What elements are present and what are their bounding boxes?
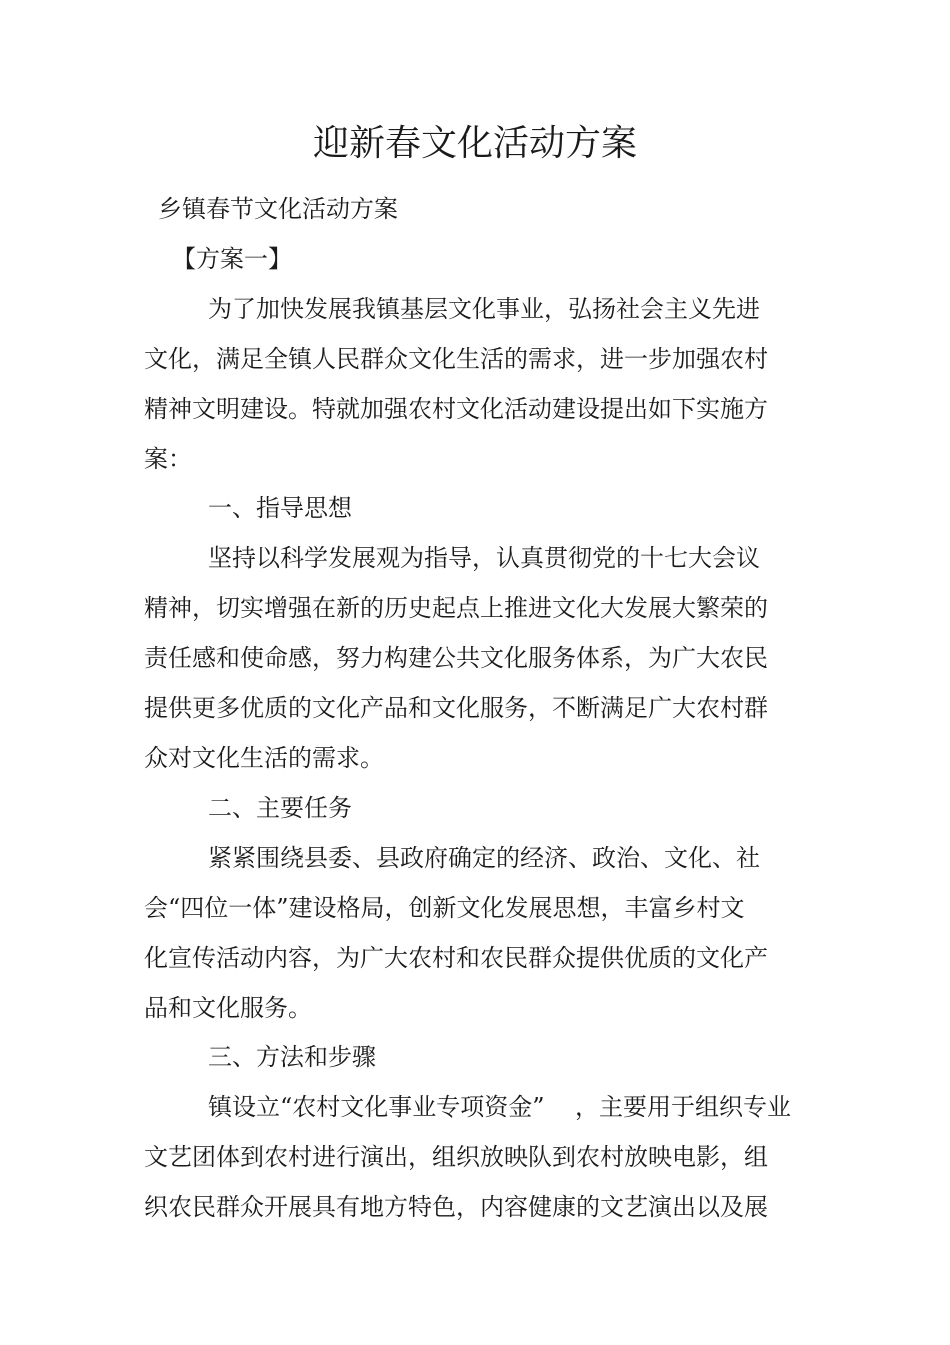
paragraph-line: 众对文化生活的需求。 [144, 744, 384, 772]
section-tag: 【方案一】 [172, 245, 292, 273]
paragraph-line: 坚持以科学发展观为指导，认真贯彻党的十七大会议 [208, 544, 760, 572]
document-title: 迎新春文化活动方案 [312, 123, 637, 164]
paragraph-line: 会“四位一体”建设格局，创新文化发展思想，丰富乡村文 [144, 894, 745, 922]
paragraph-line: 文艺团体到农村进行演出，组织放映队到农村放映电影，组 [144, 1143, 768, 1171]
paragraph-line: 责任感和使命感，努力构建公共文化服务体系，为广大农民 [144, 644, 768, 672]
paragraph-line: 精神，切实增强在新的历史起点上推进文化大发展大繁荣的 [144, 594, 768, 622]
paragraph-line: 为了加快发展我镇基层文化事业，弘扬社会主义先进 [208, 295, 760, 323]
paragraph-line: 化宣传活动内容，为广大农村和农民群众提供优质的文化产 [144, 944, 768, 972]
paragraph-line: 织农民群众开展具有地方特色，内容健康的文艺演出以及展 [144, 1193, 768, 1221]
paragraph-line: 品和文化服务。 [144, 994, 312, 1022]
section-heading: 三、方法和步骤 [208, 1043, 376, 1071]
paragraph-line: 镇设立“农村文化事业专项资金” ，主要用于组织专业 [208, 1093, 792, 1121]
section-heading: 一、指导思想 [208, 494, 352, 522]
paragraph-line: 紧紧围绕县委、县政府确定的经济、政治、文化、社 [208, 844, 760, 872]
paragraph-line: 精神文明建设。特就加强农村文化活动建设提出如下实施方 [144, 395, 768, 423]
paragraph-line: 提供更多优质的文化产品和文化服务，不断满足广大农村群 [144, 694, 768, 722]
section-heading: 二、主要任务 [208, 794, 352, 822]
paragraph-line: 文化，满足全镇人民群众文化生活的需求，进一步加强农村 [144, 345, 768, 373]
document-subtitle: 乡镇春节文化活动方案 [158, 195, 398, 223]
paragraph-line: 案： [144, 445, 192, 473]
